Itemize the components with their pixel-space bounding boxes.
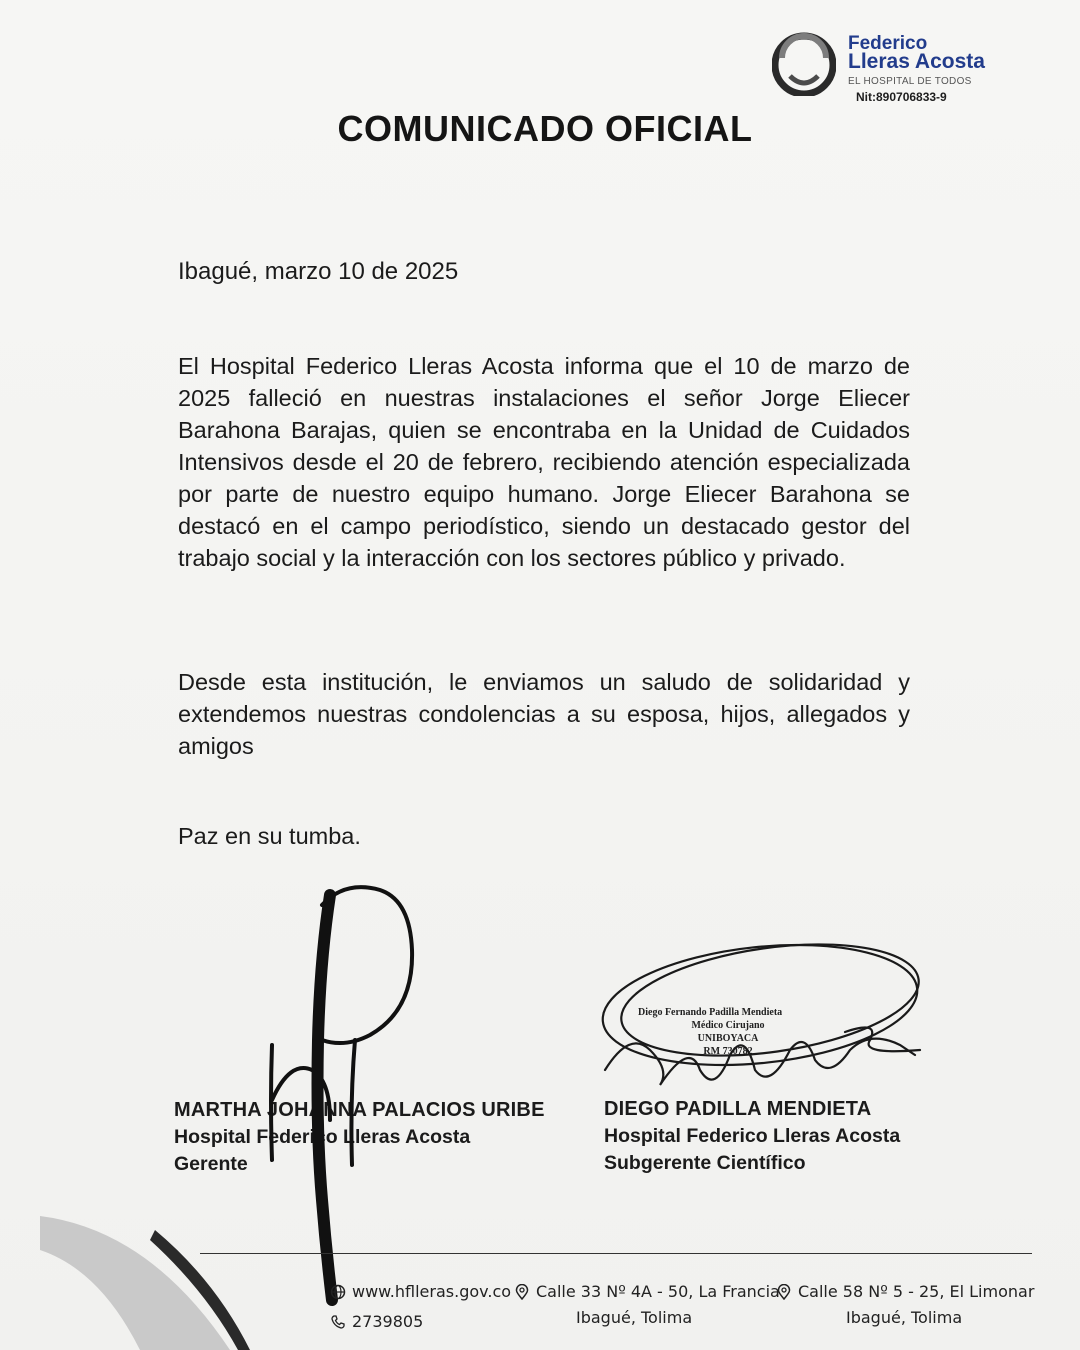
footer-phone xyxy=(330,1312,423,1331)
signer-name-left: MARTHA JOHANNA PALACIOS URIBE xyxy=(174,1099,545,1121)
signature-left-scribble xyxy=(271,887,412,1300)
page-title: COMUNICADO OFICIAL xyxy=(337,108,753,149)
address-1-text: Calle 33 Nº 4A - 50, La Francia xyxy=(536,1282,780,1301)
stamp-line-3: UNIBOYACA xyxy=(697,1033,759,1044)
stamp-line-4: RM 730782 xyxy=(703,1046,753,1057)
footer-website[interactable] xyxy=(330,1282,511,1301)
logo-tagline: EL HOSPITAL DE TODOS xyxy=(848,76,972,87)
location-pin-icon xyxy=(776,1284,792,1300)
signer-institution-right: Hospital Federico Lleras Acosta xyxy=(604,1125,901,1147)
logo-name-line1: Federico xyxy=(848,33,928,54)
footer-swoosh-decoration xyxy=(0,1210,260,1350)
address-2-text: Calle 58 Nº 5 - 25, El Limonar xyxy=(798,1282,1035,1301)
globe-icon xyxy=(330,1284,346,1300)
signer-institution-left: Hospital Federico Lleras Acosta xyxy=(174,1126,471,1148)
hospital-logo-icon xyxy=(772,32,836,96)
stamp-line-1: Diego Fernando Padilla Mendieta xyxy=(638,1007,783,1018)
signer-name-right: DIEGO PADILLA MENDIETA xyxy=(604,1098,872,1120)
footer-address-1 xyxy=(514,1282,780,1301)
signer-role-left: Gerente xyxy=(174,1153,248,1175)
location-pin-icon xyxy=(514,1284,530,1300)
footer-divider xyxy=(200,1253,1032,1254)
website-text[interactable]: www.hflleras.gov.co xyxy=(352,1282,512,1301)
footer-address-2 xyxy=(776,1282,1034,1301)
signature-block-subgerente xyxy=(604,1096,900,1177)
doctor-stamp xyxy=(638,1006,818,1058)
signature-block-gerente xyxy=(174,1097,545,1178)
hospital-logo xyxy=(772,30,1012,110)
closing-line: Paz en su tumba. xyxy=(178,823,361,849)
phone-text: 2739805 xyxy=(352,1312,424,1331)
footer-city-1: Ibagué, Tolima xyxy=(576,1308,693,1327)
phone-icon xyxy=(330,1314,346,1330)
body-paragraph-1: El Hospital Federico Lleras Acosta informa que el 10 de marzo de 2025 falleció en nuestras instalaciones el señor Jorge Eliecer Barahona Barajas, quien se encontraba en la Unidad de Cuidados Intensivos desde el 20 de febrero, recibiendo atención especializada por parte de nuestro equipo humano. Jorge Eliecer Barahona se destacó en el campo periodístico, siendo un destacado gestor del trabajo social y la interacción con los sectores público y privado. xyxy=(178,353,910,571)
document-date: Ibagué, marzo 10 de 2025 xyxy=(178,258,459,285)
footer-city-2: Ibagué, Tolima xyxy=(846,1308,963,1327)
nit-number: Nit:890706833-9 xyxy=(856,90,947,104)
logo-name-line2: Lleras Acosta xyxy=(848,50,985,73)
stamp-line-2: Médico Cirujano xyxy=(691,1020,765,1031)
body-paragraph-2: Desde esta institución, le enviamos un saludo de solidaridad y extendemos nuestras condolencias a su esposa, hijos, allegados y amigos xyxy=(178,669,910,759)
signer-role-right: Subgerente Científico xyxy=(604,1152,806,1174)
